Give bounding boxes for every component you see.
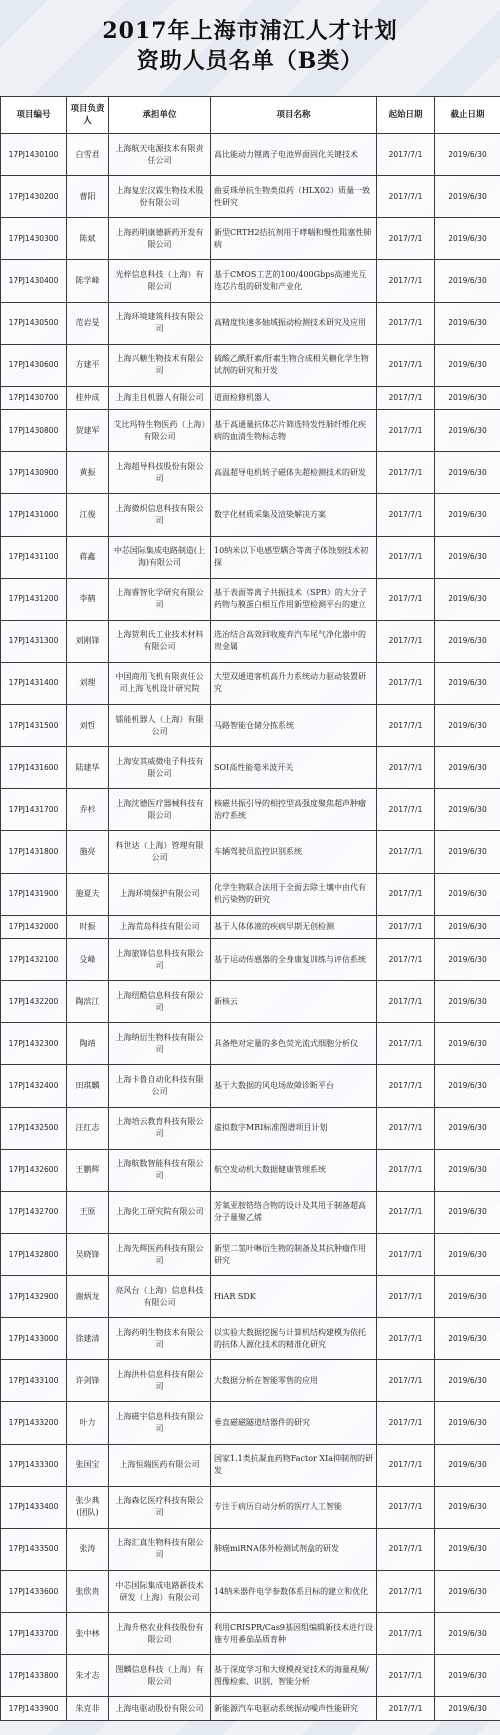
cell-organization: 上海沈德医疗器械科技有限公司 — [109, 789, 211, 831]
cell-project-id: 17PJ1432300 — [1, 1023, 67, 1065]
cell-start-date: 2017/7/1 — [377, 452, 435, 494]
cell-project-lead: 张少典(团队) — [67, 1486, 109, 1528]
cell-organization: 上海微炽信息科技有限公司 — [109, 494, 211, 536]
cell-project-lead: 刘哲 — [67, 705, 109, 747]
cell-organization: 上海贺利氏工业技术材料有限公司 — [109, 620, 211, 662]
cell-project-lead: 施夏夫 — [67, 873, 109, 915]
cell-start-date: 2017/7/1 — [377, 662, 435, 704]
cell-start-date: 2017/7/1 — [377, 494, 435, 536]
header-project-id: 项目编号 — [1, 97, 67, 134]
cell-start-date: 2017/7/1 — [377, 1107, 435, 1149]
cell-start-date: 2017/7/1 — [377, 1444, 435, 1486]
cell-start-date: 2017/7/1 — [377, 747, 435, 789]
cell-project-id: 17PJ1432500 — [1, 1107, 67, 1149]
cell-project-name: 高精度快速多轴域振动检测技术研究及应用 — [211, 302, 377, 344]
cell-project-lead: 白雪君 — [67, 134, 109, 176]
cell-end-date: 2019/6/30 — [435, 1402, 500, 1444]
cell-start-date: 2017/7/1 — [377, 386, 435, 409]
cell-project-name: HiAR SDK — [211, 1276, 377, 1318]
header-start-date: 起始日期 — [377, 97, 435, 134]
cell-end-date: 2019/6/30 — [435, 1318, 500, 1360]
table-row — [1, 747, 500, 789]
cell-project-name: 高比能动力锂离子电池界面固化关键技术 — [211, 134, 377, 176]
cell-project-id: 17PJ1433800 — [1, 1655, 67, 1697]
cell-project-id: 17PJ1432800 — [1, 1233, 67, 1275]
cell-project-id: 17PJ1432700 — [1, 1191, 67, 1233]
cell-end-date: 2019/6/30 — [435, 260, 500, 302]
table-row — [1, 386, 500, 409]
cell-project-lead: 贺建军 — [67, 410, 109, 452]
cell-organization: 上海复宏汉霖生物技术股份有限公司 — [109, 176, 211, 218]
cell-project-name: 专注于病历自动分析的医疗人工智能 — [211, 1486, 377, 1528]
cell-project-name: 以实验大数据挖掘与计算机结构建模为依托的抗体人源化技术的精准化研究 — [211, 1318, 377, 1360]
cell-project-lead: 陶靖 — [67, 1023, 109, 1065]
cell-project-id: 17PJ1432000 — [1, 915, 67, 938]
title-line-1: 2017年上海市浦江人才计划 — [102, 18, 398, 44]
cell-end-date: 2019/6/30 — [435, 915, 500, 938]
cell-project-name: 高温超导电机转子磁体失超检测技术的研发 — [211, 452, 377, 494]
cell-project-lead: 刘理 — [67, 662, 109, 704]
cell-end-date: 2019/6/30 — [435, 1191, 500, 1233]
cell-project-id: 17PJ1431600 — [1, 747, 67, 789]
cell-start-date: 2017/7/1 — [377, 705, 435, 747]
cell-start-date: 2017/7/1 — [377, 1528, 435, 1570]
cell-end-date: 2019/6/30 — [435, 831, 500, 873]
cell-project-lead: 范岩旻 — [67, 302, 109, 344]
cell-project-name: 数字化材质采集及渲染解决方案 — [211, 494, 377, 536]
cell-end-date: 2019/6/30 — [435, 1528, 500, 1570]
cell-organization: 上海圭目机器人有限公司 — [109, 386, 211, 409]
table-row — [1, 620, 500, 662]
cell-start-date: 2017/7/1 — [377, 260, 435, 302]
cell-start-date: 2017/7/1 — [377, 1023, 435, 1065]
cell-project-name: 基于大数据的风电场故障诊断平台 — [211, 1065, 377, 1107]
table-row — [1, 705, 500, 747]
table-row — [1, 1191, 500, 1233]
cell-project-name: 基于CMOS工艺的100/400Gbps高速光互连芯片组的研发和产业化 — [211, 260, 377, 302]
table-header-row — [1, 97, 500, 134]
cell-end-date: 2019/6/30 — [435, 1233, 500, 1275]
cell-organization: 中国商用飞机有限责任公司上海飞机设计研究院 — [109, 662, 211, 704]
table-row — [1, 218, 500, 260]
cell-project-name: 新型CRTH2拮抗剂用于哮喘和慢性阻塞性肺病 — [211, 218, 377, 260]
cell-project-lead: 叶力 — [67, 1402, 109, 1444]
cell-project-lead: 张国宝 — [67, 1444, 109, 1486]
table-row — [1, 260, 500, 302]
cell-project-id: 17PJ1430700 — [1, 386, 67, 409]
cell-project-lead: 刘刚锋 — [67, 620, 109, 662]
table-row — [1, 1486, 500, 1528]
cell-project-name: 新能源汽车电驱动系统振动噪声性能研究 — [211, 1697, 377, 1721]
table-row — [1, 410, 500, 452]
cell-project-name: 化学生物联合法用于全面去除土壤中由代有机污染物的研究 — [211, 873, 377, 915]
cell-project-name: 车辆驾驶员监控识别系统 — [211, 831, 377, 873]
table-row — [1, 134, 500, 176]
cell-organization: 上海旅锋信息科技有限公司 — [109, 939, 211, 981]
cell-project-lead: 乔杉 — [67, 789, 109, 831]
cell-project-name: 道面检修机器人 — [211, 386, 377, 409]
cell-project-name: 基于高通量抗体芯片筛选特发性肺纤维化疾病的血清生物标志物 — [211, 410, 377, 452]
table-row — [1, 915, 500, 938]
cell-organization: 上海兴糖生物技术有限公司 — [109, 344, 211, 386]
cell-organization: 艾比玛特生物医药（上海）有限公司 — [109, 410, 211, 452]
cell-end-date: 2019/6/30 — [435, 344, 500, 386]
cell-project-name: 曲妥珠单抗生物类似药（HLX02）质量一致性研究 — [211, 176, 377, 218]
cell-project-id: 17PJ1433700 — [1, 1613, 67, 1655]
cell-end-date: 2019/6/30 — [435, 578, 500, 620]
cell-project-name: 核磁共振引导的相控型高强度聚焦超声肿瘤治疗系统 — [211, 789, 377, 831]
cell-project-name: 基于运动传感器的全身康复训练与评估系统 — [211, 939, 377, 981]
cell-project-name: 具备绝对定量的多色荧光流式细胞分析仪 — [211, 1023, 377, 1065]
table-row — [1, 1023, 500, 1065]
cell-project-id: 17PJ1430900 — [1, 452, 67, 494]
cell-organization: 上海卡鲁自动化科技有限公司 — [109, 1065, 211, 1107]
cell-project-name: 芳氧亚胺锆络合物的设计及其用于制备超高分子量聚乙烯 — [211, 1191, 377, 1233]
cell-organization: 中芯国际集成电路新技术研发（上海）有限公司 — [109, 1570, 211, 1612]
cell-end-date: 2019/6/30 — [435, 1697, 500, 1721]
table-row — [1, 662, 500, 704]
cell-project-lead: 桂仲成 — [67, 386, 109, 409]
cell-project-id: 17PJ1431300 — [1, 620, 67, 662]
cell-project-id: 17PJ1431000 — [1, 494, 67, 536]
table-row — [1, 452, 500, 494]
cell-project-id: 17PJ1431200 — [1, 578, 67, 620]
cell-end-date: 2019/6/30 — [435, 1149, 500, 1191]
cell-start-date: 2017/7/1 — [377, 410, 435, 452]
cell-organization: 上海恒瑞医药有限公司 — [109, 1444, 211, 1486]
table-row — [1, 1065, 500, 1107]
cell-start-date: 2017/7/1 — [377, 134, 435, 176]
table-row — [1, 1613, 500, 1655]
cell-project-id: 17PJ1430500 — [1, 302, 67, 344]
cell-project-lead: 施亮 — [67, 831, 109, 873]
cell-project-id: 17PJ1433300 — [1, 1444, 67, 1486]
cell-organization: 图麟信息科技（上海）有限公司 — [109, 1655, 211, 1697]
cell-organization: 镭能机器人（上海）有限公司 — [109, 705, 211, 747]
cell-start-date: 2017/7/1 — [377, 620, 435, 662]
cell-project-name: 基于人体体液的疾病早期无创检测 — [211, 915, 377, 938]
cell-project-id: 17PJ1430800 — [1, 410, 67, 452]
cell-project-lead: 张欣贵 — [67, 1570, 109, 1612]
cell-organization: 上海汇真生物科技有限公司 — [109, 1528, 211, 1570]
cell-organization: 上海森亿医疗科技有限公司 — [109, 1486, 211, 1528]
header-organization: 承担单位 — [109, 97, 211, 134]
cell-project-name: 新核云 — [211, 981, 377, 1023]
grant-table-container — [0, 96, 500, 1721]
table-row — [1, 176, 500, 218]
cell-organization: 上海安其威微电子科技有限公司 — [109, 747, 211, 789]
cell-end-date: 2019/6/30 — [435, 939, 500, 981]
cell-start-date: 2017/7/1 — [377, 831, 435, 873]
cell-project-lead: 陆建华 — [67, 747, 109, 789]
cell-project-name: 航空发动机大数据健康管理系统 — [211, 1149, 377, 1191]
table-row — [1, 789, 500, 831]
cell-organization: 上海环境建筑科技有限公司 — [109, 302, 211, 344]
table-row — [1, 981, 500, 1023]
cell-start-date: 2017/7/1 — [377, 302, 435, 344]
cell-project-lead: 曹阳 — [67, 176, 109, 218]
table-row — [1, 1318, 500, 1360]
table-row — [1, 1570, 500, 1612]
cell-start-date: 2017/7/1 — [377, 1149, 435, 1191]
cell-project-lead: 陈学峰 — [67, 260, 109, 302]
cell-project-lead: 徐建清 — [67, 1318, 109, 1360]
cell-start-date: 2017/7/1 — [377, 939, 435, 981]
cell-start-date: 2017/7/1 — [377, 1402, 435, 1444]
cell-project-lead: 许剑锋 — [67, 1360, 109, 1402]
cell-project-name: 选冶结合高效回收废弃汽车尾气净化器中的贵金属 — [211, 620, 377, 662]
cell-start-date: 2017/7/1 — [377, 1570, 435, 1612]
cell-start-date: 2017/7/1 — [377, 915, 435, 938]
cell-organization: 上海电驱动股份有限公司 — [109, 1697, 211, 1721]
cell-project-id: 17PJ1432400 — [1, 1065, 67, 1107]
cell-project-id: 17PJ1431400 — [1, 662, 67, 704]
cell-project-lead: 朱克非 — [67, 1697, 109, 1721]
cell-project-lead: 陈斌 — [67, 218, 109, 260]
cell-project-lead: 张涛 — [67, 1528, 109, 1570]
table-row — [1, 1697, 500, 1721]
table-row — [1, 1107, 500, 1149]
cell-project-id: 17PJ1431800 — [1, 831, 67, 873]
cell-project-name: 马路智能仓储分拣系统 — [211, 705, 377, 747]
document-title — [0, 0, 500, 76]
cell-organization: 上海航天电源技术有限责任公司 — [109, 134, 211, 176]
cell-start-date: 2017/7/1 — [377, 1191, 435, 1233]
cell-organization: 上海化工研究院有限公司 — [109, 1191, 211, 1233]
cell-end-date: 2019/6/30 — [435, 452, 500, 494]
cell-project-id: 17PJ1433400 — [1, 1486, 67, 1528]
cell-project-lead: 李鹤 — [67, 578, 109, 620]
cell-organization: 上海磁宇信息科技有限公司 — [109, 1402, 211, 1444]
cell-end-date: 2019/6/30 — [435, 1613, 500, 1655]
cell-project-lead: 江俊 — [67, 494, 109, 536]
table-row — [1, 831, 500, 873]
cell-end-date: 2019/6/30 — [435, 1065, 500, 1107]
cell-end-date: 2019/6/30 — [435, 1444, 500, 1486]
table-row — [1, 1655, 500, 1697]
cell-organization: 上海升格农业科技股份有限公司 — [109, 1613, 211, 1655]
cell-project-name: 肺癌miRNA体外检测试剂盒的研发 — [211, 1528, 377, 1570]
cell-project-id: 17PJ1433200 — [1, 1402, 67, 1444]
cell-start-date: 2017/7/1 — [377, 344, 435, 386]
cell-project-lead: 朱才志 — [67, 1655, 109, 1697]
cell-start-date: 2017/7/1 — [377, 789, 435, 831]
cell-project-id: 17PJ1433900 — [1, 1697, 67, 1721]
cell-project-id: 17PJ1432100 — [1, 939, 67, 981]
cell-organization: 上海航数智能科技有限公司 — [109, 1149, 211, 1191]
table-row — [1, 1276, 500, 1318]
cell-project-name: 利用CRISPR/Cas9基因组编辑新技术进行设施专用番茄品质育种 — [211, 1613, 377, 1655]
cell-end-date: 2019/6/30 — [435, 662, 500, 704]
cell-start-date: 2017/7/1 — [377, 1360, 435, 1402]
cell-organization: 上海先辉医药科技有限公司 — [109, 1233, 211, 1275]
cell-project-id: 17PJ1430300 — [1, 218, 67, 260]
table-row — [1, 494, 500, 536]
cell-end-date: 2019/6/30 — [435, 705, 500, 747]
cell-project-lead: 汪红志 — [67, 1107, 109, 1149]
cell-organization: 亮风台（上海）信息科技有限公司 — [109, 1276, 211, 1318]
cell-start-date: 2017/7/1 — [377, 1613, 435, 1655]
cell-organization: 上海荒岛科技有限公司 — [109, 915, 211, 938]
cell-end-date: 2019/6/30 — [435, 981, 500, 1023]
cell-project-name: 10纳米以下电感型耦合等离子体蚀刻技术初探 — [211, 536, 377, 578]
cell-end-date: 2019/6/30 — [435, 1655, 500, 1697]
cell-project-lead: 谢炳龙 — [67, 1276, 109, 1318]
cell-organization: 光梓信息科技（上海）有限公司 — [109, 260, 211, 302]
cell-end-date: 2019/6/30 — [435, 1360, 500, 1402]
cell-end-date: 2019/6/30 — [435, 873, 500, 915]
cell-start-date: 2017/7/1 — [377, 1065, 435, 1107]
cell-project-id: 17PJ1432900 — [1, 1276, 67, 1318]
cell-end-date: 2019/6/30 — [435, 1570, 500, 1612]
cell-organization: 上海睿智化学研究有限公司 — [109, 578, 211, 620]
cell-project-id: 17PJ1432600 — [1, 1149, 67, 1191]
cell-project-id: 17PJ1433000 — [1, 1318, 67, 1360]
cell-project-name: 基于表面等离子共振技术（SPR）的大分子药物与膜蛋白相互作用新型检测平台的建立 — [211, 578, 377, 620]
cell-project-lead: 黄振 — [67, 452, 109, 494]
table-row — [1, 1360, 500, 1402]
cell-start-date: 2017/7/1 — [377, 1486, 435, 1528]
cell-project-lead: 王鹏辉 — [67, 1149, 109, 1191]
cell-project-id: 17PJ1430200 — [1, 176, 67, 218]
cell-start-date: 2017/7/1 — [377, 176, 435, 218]
cell-end-date: 2019/6/30 — [435, 620, 500, 662]
table-body — [1, 134, 500, 1721]
cell-end-date: 2019/6/30 — [435, 789, 500, 831]
cell-project-name: 硫酸乙酰肝素/肝素生物合成相关糖化学生物试剂的研究和开发 — [211, 344, 377, 386]
cell-start-date: 2017/7/1 — [377, 981, 435, 1023]
cell-project-name: 虚拟数字MRI标准图谱项目计划 — [211, 1107, 377, 1149]
header-project-lead: 项目负责人 — [67, 97, 109, 134]
cell-project-lead: 田琪麟 — [67, 1065, 109, 1107]
cell-project-name: 国家1.1类抗凝血药物Factor XIa抑制剂的研发 — [211, 1444, 377, 1486]
cell-organization: 上海环境保护有限公司 — [109, 873, 211, 915]
cell-project-name: 新型二氢叶啉衍生物的制备及其抗肿瘤作用研究 — [211, 1233, 377, 1275]
table-row — [1, 302, 500, 344]
cell-organization: 上海药明生物技术有限公司 — [109, 1318, 211, 1360]
cell-organization: 上海药明康德新药开发有限公司 — [109, 218, 211, 260]
cell-start-date: 2017/7/1 — [377, 536, 435, 578]
cell-project-id: 17PJ1433500 — [1, 1528, 67, 1570]
cell-project-id: 17PJ1431900 — [1, 873, 67, 915]
cell-project-name: 垂直磁磁隧道结器件的研究 — [211, 1402, 377, 1444]
cell-project-lead: 王原 — [67, 1191, 109, 1233]
cell-project-id: 17PJ1430400 — [1, 260, 67, 302]
cell-organization: 上海超导科技股份有限公司 — [109, 452, 211, 494]
cell-end-date: 2019/6/30 — [435, 218, 500, 260]
cell-start-date: 2017/7/1 — [377, 1233, 435, 1275]
cell-end-date: 2019/6/30 — [435, 536, 500, 578]
cell-project-name: 14纳米器件电学参数体系目标的建立和优化 — [211, 1570, 377, 1612]
table-row — [1, 1528, 500, 1570]
cell-project-lead: 时振 — [67, 915, 109, 938]
cell-project-lead: 张中林 — [67, 1613, 109, 1655]
cell-project-lead: 方建平 — [67, 344, 109, 386]
table-row — [1, 939, 500, 981]
cell-project-lead: 殳峰 — [67, 939, 109, 981]
cell-end-date: 2019/6/30 — [435, 1486, 500, 1528]
cell-project-lead: 陶滨江 — [67, 981, 109, 1023]
cell-end-date: 2019/6/30 — [435, 1276, 500, 1318]
cell-start-date: 2017/7/1 — [377, 1318, 435, 1360]
cell-end-date: 2019/6/30 — [435, 1107, 500, 1149]
cell-end-date: 2019/6/30 — [435, 410, 500, 452]
table-row — [1, 1149, 500, 1191]
cell-start-date: 2017/7/1 — [377, 1655, 435, 1697]
cell-end-date: 2019/6/30 — [435, 302, 500, 344]
grant-table — [0, 96, 500, 1721]
cell-organization: 上海纳衍生物科技有限公司 — [109, 1023, 211, 1065]
cell-start-date: 2017/7/1 — [377, 578, 435, 620]
title-line-2: 资助人员名单（B类） — [136, 48, 364, 74]
cell-start-date: 2017/7/1 — [377, 873, 435, 915]
cell-end-date: 2019/6/30 — [435, 494, 500, 536]
cell-project-lead: 蒋鑫 — [67, 536, 109, 578]
cell-organization: 科世达（上海）管理有限公司 — [109, 831, 211, 873]
cell-organization: 上海洪朴信息科技有限公司 — [109, 1360, 211, 1402]
cell-end-date: 2019/6/30 — [435, 176, 500, 218]
table-row — [1, 344, 500, 386]
cell-start-date: 2017/7/1 — [377, 1697, 435, 1721]
header-end-date: 截止日期 — [435, 97, 500, 134]
cell-project-name: 大型双通道客机高升力系统动力驱动装置研究 — [211, 662, 377, 704]
cell-project-name: 大数据分析在智能零售的应用 — [211, 1360, 377, 1402]
header-project-name: 项目名称 — [211, 97, 377, 134]
cell-project-id: 17PJ1430600 — [1, 344, 67, 386]
cell-project-id: 17PJ1433100 — [1, 1360, 67, 1402]
cell-end-date: 2019/6/30 — [435, 747, 500, 789]
cell-project-id: 17PJ1433600 — [1, 1570, 67, 1612]
cell-project-id: 17PJ1430100 — [1, 134, 67, 176]
table-row — [1, 1233, 500, 1275]
cell-project-id: 17PJ1431500 — [1, 705, 67, 747]
cell-project-name: 基于深度学习和大规模视觉技术的海量视频/图像检索、识别、智能分析 — [211, 1655, 377, 1697]
cell-end-date: 2019/6/30 — [435, 1023, 500, 1065]
cell-organization: 中芯国际集成电路制造(上海)有限公司 — [109, 536, 211, 578]
cell-organization: 上海培云教育科技有限公司 — [109, 1107, 211, 1149]
cell-project-lead: 吴晓锋 — [67, 1233, 109, 1275]
cell-start-date: 2017/7/1 — [377, 1276, 435, 1318]
cell-project-id: 17PJ1431700 — [1, 789, 67, 831]
table-row — [1, 578, 500, 620]
cell-project-id: 17PJ1431100 — [1, 536, 67, 578]
cell-project-name: SOI高性能毫米波开关 — [211, 747, 377, 789]
cell-start-date: 2017/7/1 — [377, 218, 435, 260]
table-row — [1, 1402, 500, 1444]
table-row — [1, 536, 500, 578]
cell-project-id: 17PJ1432200 — [1, 981, 67, 1023]
cell-organization: 上海纽酷信息科技有限公司 — [109, 981, 211, 1023]
table-row — [1, 1444, 500, 1486]
cell-end-date: 2019/6/30 — [435, 134, 500, 176]
table-row — [1, 873, 500, 915]
cell-end-date: 2019/6/30 — [435, 386, 500, 409]
